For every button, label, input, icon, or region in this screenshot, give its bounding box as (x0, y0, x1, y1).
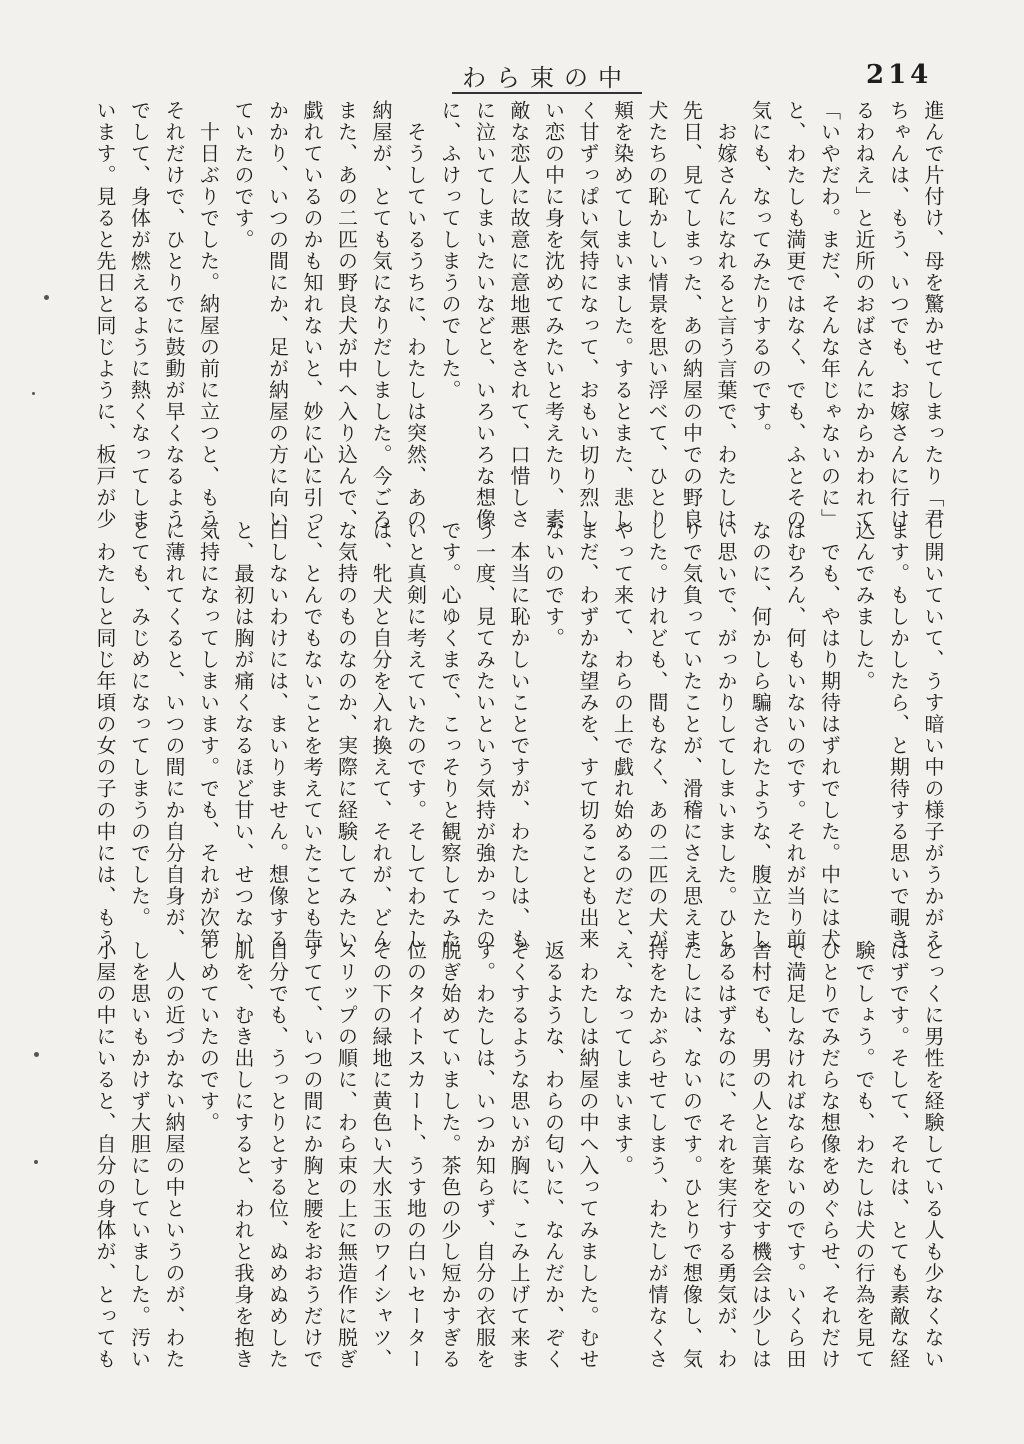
text-column: なのに、何かしら騙されたような、腹立たし (748, 520, 773, 950)
text-column: い恋の中に身を沈めてみたいと考えたり、素 (541, 100, 566, 530)
scan-speck (34, 1052, 39, 1057)
text-column: いと真剣に考えていたのです。そしてわたし (403, 520, 428, 950)
text-column: ひとりでみだらな想像をめぐらせ、それだけ (817, 940, 842, 1370)
text-column: でも、やはり期待はずれでした。中には犬 (817, 520, 842, 950)
text-column: と、わたしも満更ではなく、でも、ふとその (783, 100, 807, 530)
text-column: 犬たちの恥かしい情景を思い浮べて、ひとり (645, 100, 669, 530)
text-column: 自分でも、うっとりとする位、ぬめぬめした (265, 940, 290, 1370)
text-column: 戯れているのかも知れないと、妙に心に引っ (300, 100, 324, 530)
text-column: で満足しなければならないのです。いくら田 (783, 940, 807, 1370)
text-column: 気にも、なってみたりするのです。 (748, 100, 773, 444)
text-column: と、最初は胸が痛くなるほど甘い、せつない (231, 520, 255, 950)
text-column: 先日、見てしまった、あの納屋の中での野良 (679, 100, 704, 530)
text-column: 本当に恥かしいことですが、わたしは、も (507, 520, 531, 950)
text-column: 肌を、むき出しにすると、われと我身を抱き (231, 940, 255, 1370)
text-column: りで気負っていたことが、滑稽にさえ思えま (679, 520, 704, 950)
text-column: その下の緑地に黄色い大水玉のワイシャツ、 (369, 940, 393, 1370)
text-column: 頬を染めてしまいました。するとまた、悲し (610, 100, 635, 530)
text-column: は、牝犬と自分を入れ換えて、それが、どん (369, 520, 393, 950)
text-column: 持をたかぶらせてしまう、わたしが情なくさ (645, 940, 669, 1370)
text-column: ちゃんは、もう、いつでも、お嫁さんに行け (886, 100, 911, 530)
text-column: でして、身体が燃えるように熱くなってしま (127, 100, 152, 530)
text-column: また、あの二匹の野良犬が中へ入り込んで、 (334, 100, 359, 530)
text-column: 「いやだわ。まだ、そんな年じゃないのに」 (817, 100, 842, 530)
text-column: です。心ゆくまで、こっそりと観察してみた (438, 520, 462, 950)
text-column: に薄れてくると、いつの間にか自分自身が、 (162, 520, 186, 950)
text-column: 験でしょう。でも、わたしは犬の行為を見て (852, 940, 876, 1370)
text-column: とっくに男性を経験している人も少なくない (921, 940, 945, 1370)
text-column: やって来て、わらの上で戯れ始めるのだと、 (610, 520, 635, 950)
text-column: 白しないわけには、まいりません。想像する (265, 520, 290, 950)
text-column: 人の近づかない納屋の中というのが、わた (162, 940, 186, 1370)
text-column: います。見ると先日と同じように、板戸が少 (93, 100, 117, 530)
text-column: と、とんでもないことを考えていたことも告 (300, 520, 324, 950)
text-column: く甘ずっぱい気持になって、おもい切り烈し (576, 100, 600, 530)
text-column: ていたのです。 (231, 100, 255, 251)
text-tier-2 (93, 520, 950, 950)
text-column: 位のタイトスカート、うす地の白いセーター (403, 940, 428, 1370)
text-column: るわねえ」と近所のおばさんにからかわれて (852, 100, 876, 530)
text-column: した。けれども、間もなく、あの二匹の犬が (645, 520, 669, 950)
text-tier-3 (93, 940, 950, 1370)
text-column: わたしと同じ年頃の女の子の中には、もう (93, 520, 117, 950)
page-header (0, 0, 1024, 110)
text-column: わたしは納屋の中へ入ってみました。むせ (576, 940, 600, 1370)
text-column: 進んで片付け、母を驚かせてしまったり「君 (921, 100, 945, 530)
text-column: まだ、わずかな望みを、すて切ることも出来 (576, 520, 600, 950)
text-column: 敵な恋人に故意に意地悪をされて、口惜しさ (507, 100, 531, 530)
text-column: に、ふけってしまうのでした。 (438, 100, 462, 401)
text-column: 舎村でも、男の人と言葉を交す機会は少しは (748, 940, 773, 1370)
text-column: 納屋が、とても気になりだしました。今ごろ (369, 100, 393, 530)
text-column: あるはずなのに、それを実行する勇気が、わ (714, 940, 738, 1370)
running-title: わら束の中 (462, 64, 632, 92)
text-column: な気持のものなのか、実際に経験してみたい (334, 520, 359, 950)
text-column: しめていたのです。 (196, 940, 221, 1134)
text-column: す。わたしは、いつか知らず、自分の衣服を (472, 940, 497, 1370)
text-column: すてて、いつの間にか胸と腰をおおうだけで (300, 940, 324, 1370)
text-column: ぞくするような思いが胸に、こみ上げて来ま (507, 940, 531, 1370)
text-column: かかり、いつの間にか、足が納屋の方に向い (265, 100, 290, 530)
text-column: う一度、見てみたいという気持が強かったの (472, 520, 497, 950)
text-column: 小屋の中にいると、自分の身体が、とっても (93, 940, 117, 1370)
text-column: い思いで、がっかりしてしまいました。ひと (714, 520, 738, 950)
text-column: たしには、ないのです。ひとりで想像し、気 (679, 940, 704, 1370)
scan-speck (34, 1160, 38, 1164)
text-column: ないのです。 (541, 520, 566, 649)
text-column: ます。もしかしたら、と期待する思いで覗き (886, 520, 911, 950)
text-column: はずです。そして、それは、とても素敵な経 (886, 940, 911, 1370)
text-column: それだけで、ひとりでに鼓動が早くなるよう (162, 100, 186, 530)
text-column: し開いていて、うす暗い中の様子がうかがえ (921, 520, 945, 950)
text-column: お嫁さんになれると言う言葉で、わたしは (714, 100, 738, 530)
text-column: とても、みじめになってしまうのでした。 (127, 520, 152, 929)
header-rule (452, 92, 642, 94)
scan-speck (32, 392, 35, 395)
text-column: はむろん、何もいないのです。それが当り前 (783, 520, 807, 950)
text-column: 十日ぶりでした。納屋の前に立つと、もう (196, 100, 221, 530)
text-column: 気持になってしまいます。でも、それが次第 (196, 520, 221, 950)
page-number: 214 (866, 60, 933, 90)
text-column: そうしているうちに、わたしは突然、あの (403, 100, 428, 530)
scan-speck (44, 295, 49, 300)
text-column: 込んでみました。 (852, 520, 876, 692)
text-column: 返るような、わらの匂いに、なんだか、ぞく (541, 940, 566, 1370)
text-column: 脱ぎ始めていました。茶色の少し短かすぎる (438, 940, 462, 1370)
text-column: に泣いてしまいたいなどと、いろいろな想像 (472, 100, 497, 530)
text-tier-1 (93, 100, 950, 530)
text-column: え、なってしまいます。 (610, 940, 635, 1177)
text-column: スリップの順に、わら束の上に無造作に脱ぎ (334, 940, 359, 1370)
text-column: しを思いもかけず大胆にしていました。汚い (127, 940, 152, 1370)
